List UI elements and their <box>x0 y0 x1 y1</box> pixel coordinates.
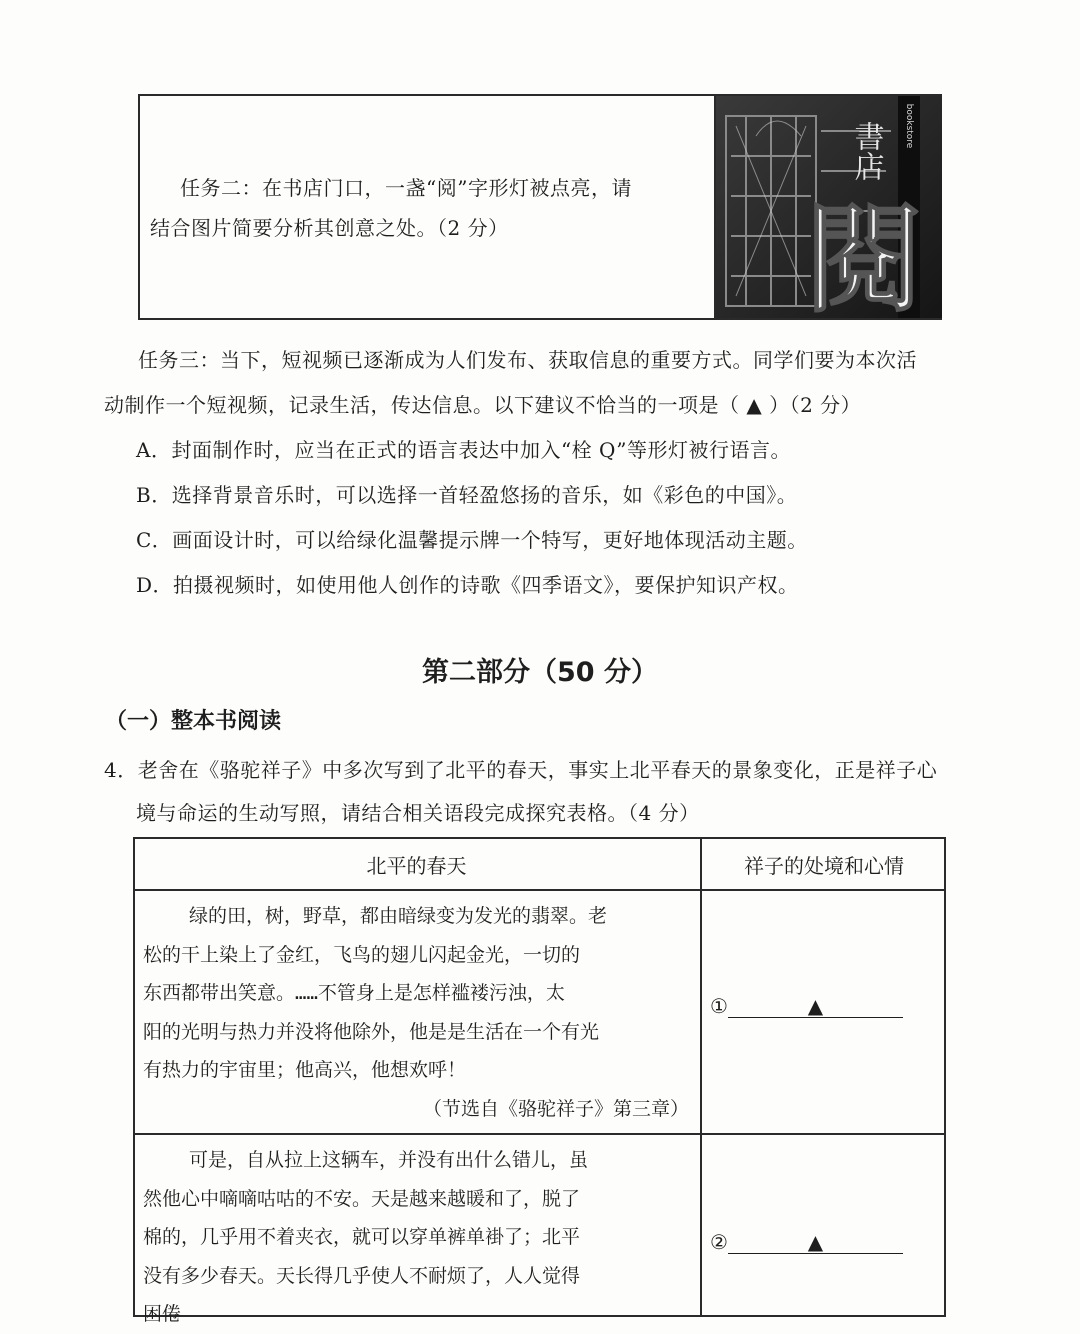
passage-line: 困倦 <box>143 1303 182 1325</box>
passage-source: （节选自《骆驼祥子》第三章） <box>422 1097 689 1120</box>
table-header-spring: 北平的春天 <box>366 854 467 878</box>
sign-side-text: bookstore <box>904 103 914 149</box>
part2-title: 第二部分（50 分） <box>422 657 658 688</box>
task3-option-a: A．封面制作时，应当在正式的语言表达中加入“栓 Q”等形灯被行语言。 <box>136 438 792 462</box>
table-column-divider <box>700 837 702 1317</box>
table-header-xiangzi: 祥子的处境和心情 <box>744 854 904 878</box>
passage-line: 阳的光明与热力并没将他除外，他是是生活在一个有光 <box>143 1020 600 1043</box>
passage-line: 有热力的宇宙里；他高兴，他想欢呼！ <box>143 1059 467 1081</box>
answer-blank-1[interactable] <box>710 994 920 1018</box>
answer-marker: ▲ <box>728 995 903 1018</box>
answer-number: ② <box>710 1230 728 1254</box>
table-row-1-passage <box>143 897 693 1128</box>
sign-main-lamp: 閱 <box>804 190 924 318</box>
passage-line: 棉的，几乎用不着夹衣，就可以穿单裤单褂了；北平 <box>143 1226 581 1248</box>
answer-number: ① <box>710 994 728 1018</box>
passage-line: 绿的田，树，野草，都由暗绿变为发光的翡翠。老 <box>189 905 608 927</box>
passage-line: 可是，自从拉上这辆车，并没有出什么错儿，虽 <box>189 1149 589 1171</box>
sign-top-text: 書店 <box>848 121 884 181</box>
answer-marker: ▲ <box>728 1231 903 1254</box>
task3-option-b: B．选择背景音乐时，可以选择一首轻盈悠扬的音乐，如《彩色的中国》。 <box>136 483 798 507</box>
table-row-divider <box>133 1133 946 1135</box>
q4-line2: 境与命运的生动写照，请结合相关语段完成探究表格。（4 分） <box>136 801 700 825</box>
bookstore-lamp-photo <box>714 96 942 318</box>
task3-option-d: D．拍摄视频时，如使用他人创作的诗歌《四季语文》，要保护知识产权。 <box>136 573 799 597</box>
table-row-2-passage <box>143 1141 693 1334</box>
answer-blank-2[interactable] <box>710 1230 920 1254</box>
part2-subtitle: （一）整本书阅读 <box>105 709 282 734</box>
task3-option-c: C．画面设计时，可以给绿化温馨提示牌一个特写，更好地体现活动主题。 <box>136 528 808 552</box>
task3-line1: 任务三：当下，短视频已逐渐成为人们发布、获取信息的重要方式。同学们要为本次活 <box>138 348 917 372</box>
passage-line: 然他心中嘀嘀咕咕的不安。天是越来越暖和了，脱了 <box>143 1187 581 1210</box>
table-header-divider <box>133 889 946 891</box>
task2-line2: 结合图片简要分析其创意之处。（2 分） <box>150 216 509 240</box>
bookstore-illustration <box>716 96 942 318</box>
task2-text <box>150 168 710 248</box>
task3-line2: 动制作一个短视频，记录生活，传达信息。以下建议不恰当的一项是（ ▲ ）（2 分） <box>104 393 862 417</box>
passage-line: 东西都带出笑意。……不管身上是怎样褴褛污浊，太 <box>143 982 565 1004</box>
passage-line: 松的干上染上了金红，飞鸟的翅儿闪起金光，一切的 <box>143 943 581 966</box>
task2-line1: 任务二：在书店门口，一盏“阅”字形灯被点亮，请 <box>180 176 632 200</box>
q4-line1: 4．老舍在《骆驼祥子》中多次写到了北平的春天，事实上北平春天的景象变化，正是祥子心 <box>104 758 938 782</box>
passage-line: 没有多少春天。天长得几乎使人不耐烦了，人人觉得 <box>143 1264 581 1287</box>
